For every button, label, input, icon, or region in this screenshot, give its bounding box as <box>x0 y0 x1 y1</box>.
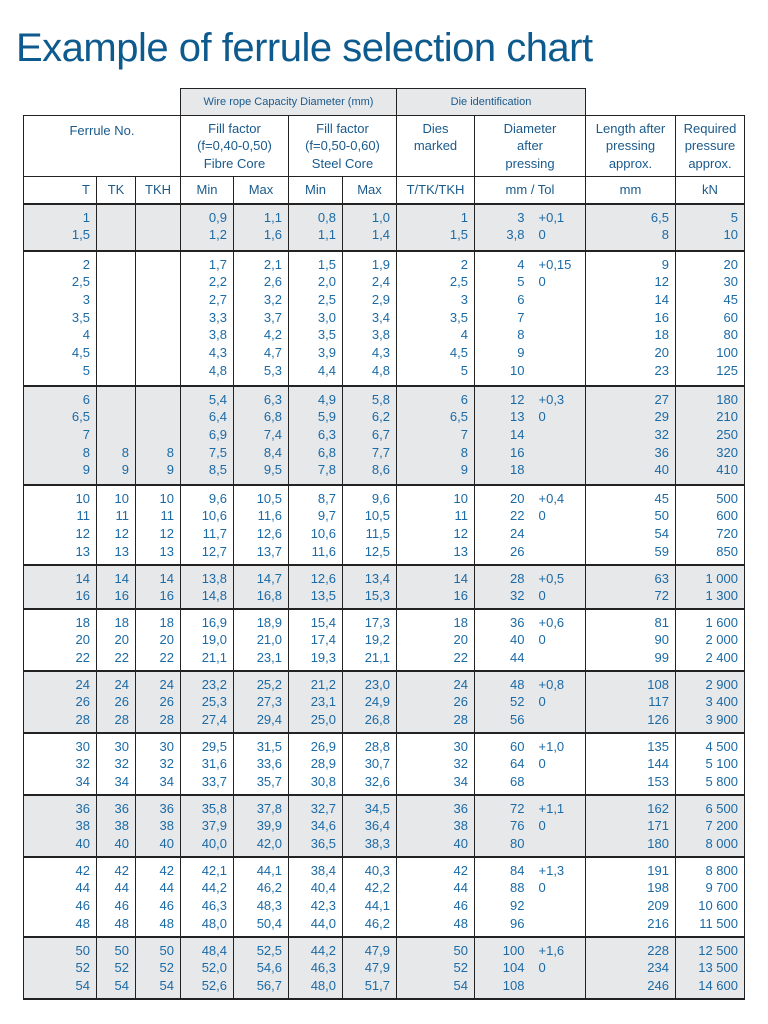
header-group-row <box>24 89 745 116</box>
cell-fibre-max: 6,3 6,8 7,4 8,4 9,5 <box>234 386 289 485</box>
cell-pressure: 12 500 13 500 14 600 <box>676 937 745 999</box>
cell-tolerance: +1,6 0 <box>531 937 586 999</box>
cell-diameter: 100 104 108 <box>475 937 531 999</box>
cell-steel-max: 9,6 10,5 11,5 12,5 <box>343 485 397 565</box>
cell-length: 6,5 8 <box>586 204 676 251</box>
pressure-line-3: approx. <box>688 155 732 171</box>
cell-tkh: 18 20 22 <box>136 609 181 671</box>
header-ferrule-no: Ferrule No. <box>24 116 181 177</box>
cell-fibre-min: 0,9 1,2 <box>181 204 234 251</box>
header-length <box>586 116 676 177</box>
cell-fibre-max: 31,5 33,6 35,7 <box>234 733 289 795</box>
cell-pressure: 1 600 2 000 2 400 <box>676 609 745 671</box>
table-row <box>24 251 745 386</box>
cell-t: 1 1,5 <box>24 204 97 251</box>
sub-diameter: mm / Tol <box>475 177 586 204</box>
diameter-line-1: Diameter <box>503 120 557 136</box>
cell-dies: 6 6,5 7 8 9 <box>397 386 475 485</box>
cell-t: 36 38 40 <box>24 795 97 857</box>
table-row <box>24 609 745 671</box>
cell-t: 24 26 28 <box>24 671 97 733</box>
table-row <box>24 565 745 609</box>
cell-steel-max: 47,9 47,9 51,7 <box>343 937 397 999</box>
sub-pressure: kN <box>676 177 745 204</box>
cell-steel-min: 4,9 5,9 6,3 6,8 7,8 <box>289 386 343 485</box>
cell-fibre-min: 16,9 19,0 21,1 <box>181 609 234 671</box>
length-line-1: Length after <box>595 120 666 136</box>
cell-length: 63 72 <box>586 565 676 609</box>
cell-fibre-min: 13,8 14,8 <box>181 565 234 609</box>
sub-length: mm <box>586 177 676 204</box>
cell-tk: 24 26 28 <box>97 671 136 733</box>
row-group <box>24 386 745 485</box>
cell-tolerance: +0,8 0 <box>531 671 586 733</box>
cell-tkh: 50 52 54 <box>136 937 181 999</box>
row-group <box>24 937 745 999</box>
header-pressure <box>676 116 745 177</box>
cell-steel-max: 13,4 15,3 <box>343 565 397 609</box>
sub-fibre-max: Max <box>234 177 289 204</box>
fill-fibre-line-3: Fibre Core <box>203 155 266 171</box>
cell-fibre-max: 14,7 16,8 <box>234 565 289 609</box>
sub-t: T <box>24 177 97 204</box>
ferrule-selection-table <box>23 88 745 1000</box>
table-row <box>24 204 745 251</box>
cell-diameter: 28 32 <box>475 565 531 609</box>
cell-tolerance: +0,4 0 <box>531 485 586 565</box>
cell-t: 14 16 <box>24 565 97 609</box>
row-group <box>24 485 745 565</box>
cell-steel-max: 40,3 42,2 44,1 46,2 <box>343 857 397 937</box>
fill-steel-line-2: (f=0,50-0,60) <box>305 138 380 154</box>
sub-tk: TK <box>97 177 136 204</box>
dies-line-1: Dies <box>422 120 449 136</box>
cell-tk: 8 9 <box>97 386 136 485</box>
cell-steel-max: 5,8 6,2 6,7 7,7 8,6 <box>343 386 397 485</box>
cell-dies: 36 38 40 <box>397 795 475 857</box>
cell-fibre-min: 5,4 6,4 6,9 7,5 8,5 <box>181 386 234 485</box>
cell-t: 6 6,5 7 8 9 <box>24 386 97 485</box>
header-fill-fibre <box>181 116 289 177</box>
cell-t: 2 2,5 3 3,5 4 4,5 5 <box>24 251 97 386</box>
cell-steel-min: 1,5 2,0 2,5 3,0 3,5 3,9 4,4 <box>289 251 343 386</box>
cell-steel-min: 12,6 13,5 <box>289 565 343 609</box>
cell-pressure: 20 30 45 60 80 100 125 <box>676 251 745 386</box>
cell-diameter: 4 5 6 7 8 9 10 <box>475 251 531 386</box>
fill-fibre-line-2: (f=0,40-0,50) <box>197 138 272 154</box>
cell-fibre-min: 42,1 44,2 46,3 48,0 <box>181 857 234 937</box>
cell-pressure: 1 000 1 300 <box>676 565 745 609</box>
cell-steel-max: 23,0 24,9 26,8 <box>343 671 397 733</box>
cell-fibre-min: 48,4 52,0 52,6 <box>181 937 234 999</box>
cell-diameter: 60 64 68 <box>475 733 531 795</box>
cell-steel-min: 32,7 34,6 36,5 <box>289 795 343 857</box>
cell-t: 30 32 34 <box>24 733 97 795</box>
cell-steel-min: 26,9 28,9 30,8 <box>289 733 343 795</box>
cell-length: 81 90 99 <box>586 609 676 671</box>
cell-length: 135 144 153 <box>586 733 676 795</box>
cell-steel-min: 44,2 46,3 48,0 <box>289 937 343 999</box>
cell-tolerance: +0,3 0 <box>531 386 586 485</box>
cell-steel-max: 28,8 30,7 32,6 <box>343 733 397 795</box>
cell-tolerance: +1,0 0 <box>531 733 586 795</box>
cell-diameter: 3 3,8 <box>475 204 531 251</box>
row-group <box>24 251 745 386</box>
sub-steel-min: Min <box>289 177 343 204</box>
sub-tkh: TKH <box>136 177 181 204</box>
row-group <box>24 671 745 733</box>
cell-length: 45 50 54 59 <box>586 485 676 565</box>
sub-fibre-min: Min <box>181 177 234 204</box>
length-line-3: approx. <box>608 155 653 171</box>
row-group <box>24 795 745 857</box>
cell-tk: 36 38 40 <box>97 795 136 857</box>
dies-line-2: marked <box>413 138 458 154</box>
cell-diameter: 84 88 92 96 <box>475 857 531 937</box>
cell-length: 9 12 14 16 18 20 23 <box>586 251 676 386</box>
header-wire-rope-capacity: Wire rope Capacity Diameter (mm) <box>181 89 397 116</box>
sub-steel-max: Max <box>343 177 397 204</box>
cell-tkh: 10 11 12 13 <box>136 485 181 565</box>
cell-fibre-max: 2,1 2,6 3,2 3,7 4,2 4,7 5,3 <box>234 251 289 386</box>
header-fill-steel <box>289 116 397 177</box>
cell-fibre-min: 9,6 10,6 11,7 12,7 <box>181 485 234 565</box>
fill-steel-line-1: Fill factor <box>316 120 369 136</box>
row-group <box>24 204 745 251</box>
cell-length: 191 198 209 216 <box>586 857 676 937</box>
cell-fibre-max: 1,1 1,6 <box>234 204 289 251</box>
cell-fibre-min: 35,8 37,9 40,0 <box>181 795 234 857</box>
cell-fibre-max: 18,9 21,0 23,1 <box>234 609 289 671</box>
cell-tk: 18 20 22 <box>97 609 136 671</box>
header-blank-left <box>24 89 181 116</box>
cell-pressure: 6 500 7 200 8 000 <box>676 795 745 857</box>
cell-diameter: 72 76 80 <box>475 795 531 857</box>
page-title: Example of ferrule selection chart <box>16 26 593 70</box>
cell-pressure: 5 10 <box>676 204 745 251</box>
cell-steel-min: 15,4 17,4 19,3 <box>289 609 343 671</box>
cell-fibre-min: 1,7 2,2 2,7 3,3 3,8 4,3 4,8 <box>181 251 234 386</box>
table-row <box>24 671 745 733</box>
cell-pressure: 180 210 250 320 410 <box>676 386 745 485</box>
cell-tk: 50 52 54 <box>97 937 136 999</box>
pressure-line-2: pressure <box>684 138 736 154</box>
cell-steel-max: 1,9 2,4 2,9 3,4 3,8 4,3 4,8 <box>343 251 397 386</box>
table-row <box>24 937 745 999</box>
cell-tolerance: +1,1 0 <box>531 795 586 857</box>
table-row <box>24 485 745 565</box>
cell-tkh: 42 44 46 48 <box>136 857 181 937</box>
fill-steel-line-3: Steel Core <box>311 155 374 171</box>
cell-dies: 50 52 54 <box>397 937 475 999</box>
cell-dies: 10 11 12 13 <box>397 485 475 565</box>
cell-length: 162 171 180 <box>586 795 676 857</box>
cell-pressure: 4 500 5 100 5 800 <box>676 733 745 795</box>
cell-tolerance: +0,1 0 <box>531 204 586 251</box>
diameter-line-2: after <box>516 138 543 154</box>
cell-steel-min: 21,2 23,1 25,0 <box>289 671 343 733</box>
cell-t: 18 20 22 <box>24 609 97 671</box>
cell-diameter: 12 13 14 16 18 <box>475 386 531 485</box>
cell-t: 42 44 46 48 <box>24 857 97 937</box>
cell-steel-min: 38,4 40,4 42,3 44,0 <box>289 857 343 937</box>
cell-fibre-min: 29,5 31,6 33,7 <box>181 733 234 795</box>
cell-steel-max: 17,3 19,2 21,1 <box>343 609 397 671</box>
cell-dies: 30 32 34 <box>397 733 475 795</box>
cell-length: 108 117 126 <box>586 671 676 733</box>
diameter-line-3: pressing <box>505 155 555 171</box>
cell-tkh <box>136 204 181 251</box>
cell-pressure: 2 900 3 400 3 900 <box>676 671 745 733</box>
cell-tolerance: +0,5 0 <box>531 565 586 609</box>
cell-dies: 24 26 28 <box>397 671 475 733</box>
row-group <box>24 609 745 671</box>
table-row <box>24 795 745 857</box>
cell-tk: 14 16 <box>97 565 136 609</box>
cell-dies: 1 1,5 <box>397 204 475 251</box>
sub-dies: T/TK/TKH <box>397 177 475 204</box>
cell-tolerance: +0,6 0 <box>531 609 586 671</box>
cell-fibre-max: 52,5 54,6 56,7 <box>234 937 289 999</box>
fill-fibre-line-1: Fill factor <box>208 120 261 136</box>
cell-tkh: 36 38 40 <box>136 795 181 857</box>
table-row <box>24 733 745 795</box>
cell-steel-min: 8,7 9,7 10,6 11,6 <box>289 485 343 565</box>
length-line-2: pressing <box>605 138 656 154</box>
row-group <box>24 565 745 609</box>
cell-t: 10 11 12 13 <box>24 485 97 565</box>
header-die-identification: Die identification <box>397 89 586 116</box>
pressure-line-1: Required <box>683 120 737 136</box>
row-group <box>24 857 745 937</box>
cell-diameter: 20 22 24 26 <box>475 485 531 565</box>
cell-tkh: 14 16 <box>136 565 181 609</box>
cell-tkh: 30 32 34 <box>136 733 181 795</box>
table-row <box>24 857 745 937</box>
header-blank-right <box>586 89 745 116</box>
cell-dies: 42 44 46 48 <box>397 857 475 937</box>
row-group <box>24 733 745 795</box>
cell-fibre-max: 37,8 39,9 42,0 <box>234 795 289 857</box>
cell-fibre-max: 10,5 11,6 12,6 13,7 <box>234 485 289 565</box>
cell-diameter: 48 52 56 <box>475 671 531 733</box>
header-diameter <box>475 116 586 177</box>
dies-line-3 <box>434 156 438 171</box>
cell-steel-max: 34,5 36,4 38,3 <box>343 795 397 857</box>
cell-pressure: 8 800 9 700 10 600 11 500 <box>676 857 745 937</box>
cell-fibre-min: 23,2 25,3 27,4 <box>181 671 234 733</box>
cell-pressure: 500 600 720 850 <box>676 485 745 565</box>
cell-t: 50 52 54 <box>24 937 97 999</box>
cell-length: 27 29 32 36 40 <box>586 386 676 485</box>
cell-tk: 10 11 12 13 <box>97 485 136 565</box>
cell-dies: 2 2,5 3 3,5 4 4,5 5 <box>397 251 475 386</box>
header-main-row <box>24 116 745 177</box>
cell-tk <box>97 251 136 386</box>
cell-length: 228 234 246 <box>586 937 676 999</box>
cell-tk: 42 44 46 48 <box>97 857 136 937</box>
cell-fibre-max: 44,1 46,2 48,3 50,4 <box>234 857 289 937</box>
cell-tolerance: +1,3 0 <box>531 857 586 937</box>
cell-dies: 18 20 22 <box>397 609 475 671</box>
cell-dies: 14 16 <box>397 565 475 609</box>
header-sub-row <box>24 177 745 204</box>
cell-tk <box>97 204 136 251</box>
cell-steel-min: 0,8 1,1 <box>289 204 343 251</box>
table-row <box>24 386 745 485</box>
cell-tk: 30 32 34 <box>97 733 136 795</box>
cell-tolerance: +0,15 0 <box>531 251 586 386</box>
cell-diameter: 36 40 44 <box>475 609 531 671</box>
cell-steel-max: 1,0 1,4 <box>343 204 397 251</box>
header-dies <box>397 116 475 177</box>
cell-tkh: 24 26 28 <box>136 671 181 733</box>
cell-tkh <box>136 251 181 386</box>
cell-fibre-max: 25,2 27,3 29,4 <box>234 671 289 733</box>
cell-tkh: 8 9 <box>136 386 181 485</box>
